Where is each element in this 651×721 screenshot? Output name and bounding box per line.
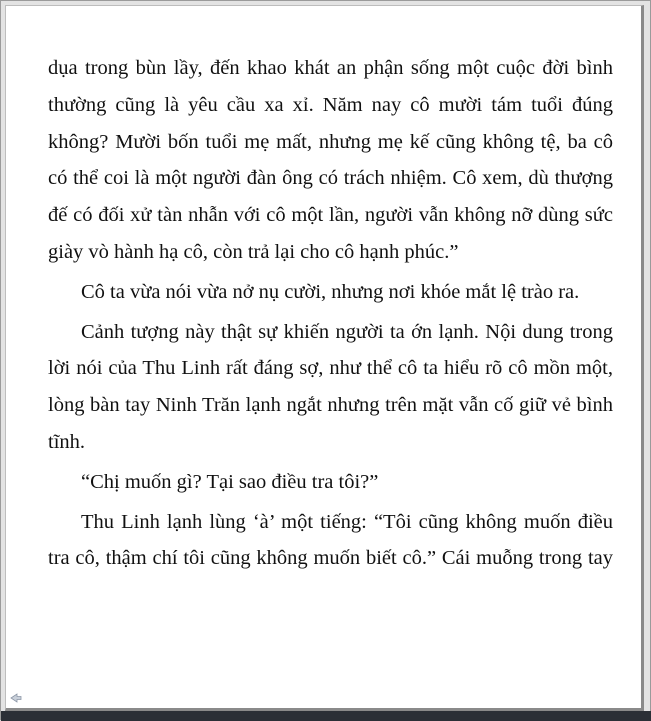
text-line: có thể coi là một người đàn ông có trách nhiệm. Cô xem, dù thượng bbox=[48, 167, 613, 190]
document-page bbox=[5, 5, 644, 711]
text-line: Thu Linh lạnh lùng ‘à’ một tiếng: “Tôi cũng không muốn điều bbox=[81, 510, 613, 533]
text-line: lời nói của Thu Linh rất đáng sợ, như thể cô ta hiểu rõ cô mồn một, bbox=[48, 357, 613, 380]
page-arrow-icon-svg bbox=[9, 691, 23, 705]
text-line: không? Mười bốn tuổi mẹ mất, nhưng mẹ kế cũng không tệ, ba cô bbox=[48, 130, 613, 153]
text-line: tra cô, thậm chí tôi cũng không muốn biết cô.” Cái muỗng trong tay bbox=[48, 547, 613, 570]
text-line: giày vò hành hạ cô, còn trả lại cho cô hạnh phúc.” bbox=[48, 240, 459, 263]
text-line: tĩnh. bbox=[48, 430, 86, 453]
text-line: “Chị muốn gì? Tại sao điều tra tôi?” bbox=[81, 470, 379, 493]
page-text bbox=[48, 50, 613, 577]
page-arrow-icon[interactable] bbox=[9, 691, 23, 705]
text-line: thường cũng là yêu cầu xa xỉ. Năm nay cô mười tám tuổi đúng bbox=[48, 93, 613, 116]
text-line: Cảnh tượng này thật sự khiến người ta ớn lạnh. Nội dung trong bbox=[81, 320, 613, 343]
text-line: đế có đối xử tàn nhẫn với cô một lần, người vẫn không nỡ dùng sức bbox=[48, 204, 613, 227]
text-line: lòng bàn tay Ninh Trăn lạnh ngắt nhưng trên mặt vẫn cố giữ vẻ bình bbox=[48, 394, 613, 417]
text-line: Cô ta vừa nói vừa nở nụ cười, nhưng nơi khóe mắt lệ trào ra. bbox=[81, 280, 580, 303]
text-line: dụa trong bùn lầy, đến khao khát an phận sống một cuộc đời bình bbox=[48, 57, 613, 79]
